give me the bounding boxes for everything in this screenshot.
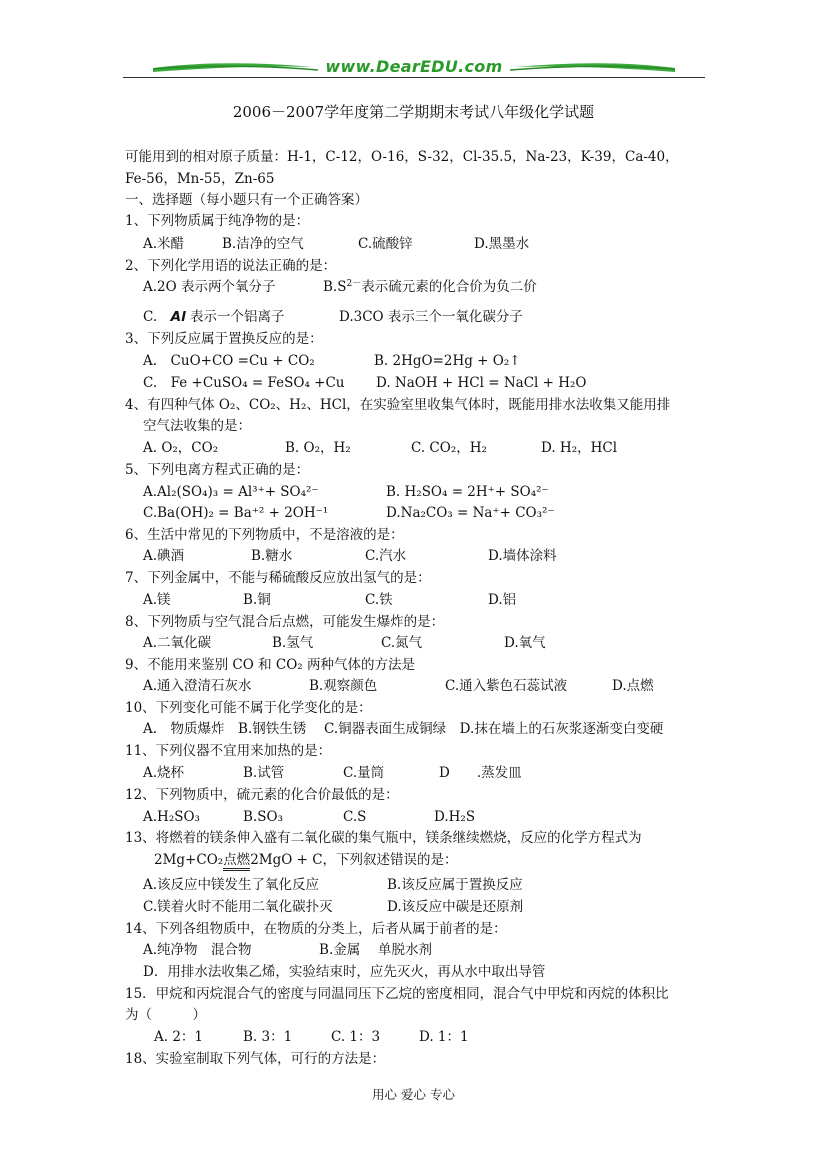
q5-option-c: C.Ba(OH)₂ = Ba⁺² + 2OH⁻¹	[143, 505, 329, 521]
q6-option-a: A.碘酒	[143, 548, 185, 564]
q15-option-c: C. 1：3	[331, 1029, 381, 1045]
q3-option-b: B. 2HgO=2Hg + O₂↑	[374, 353, 521, 369]
site-logo-text: www.DearEDU.com	[325, 57, 503, 76]
question-11: 11、下列仪器不宜用来加热的是：	[125, 743, 332, 759]
q11-option-b: B.试管	[243, 765, 285, 781]
q9-option-d: D.点燃	[612, 678, 654, 694]
question-15: 15．甲烷和丙烷混合气的密度与同温同压下乙烷的密度相同，混合气中甲烷和丙烷的体积比	[125, 986, 669, 1002]
q8-option-d: D.氧气	[504, 635, 546, 651]
q3-option-a: A. CuO+CO =Cu + CO₂	[143, 353, 315, 369]
q2-option-b: $B.S^{2-}$表示硫元素的化合价为负二价	[323, 279, 537, 295]
intro-line-1: 可能用到的相对原子质量：H-1，C-12，O-16，S-32，Cl-35.5，Na-23，K-39，Ca-40，	[125, 149, 679, 165]
q4-option-a: A. O₂，CO₂	[143, 440, 219, 456]
page-footer: 用心 爱心 专心	[372, 1087, 455, 1102]
q10-options: A. 物质爆炸 B.钢铁生锈 C.铜器表面生成铜绿 D.抹在墙上的石灰浆逐渐变白变硬	[143, 721, 664, 737]
q12-option-c: C.S	[343, 809, 367, 825]
question-13-equation: 2Mg+CO₂点燃2MgO + C，下列叙述错误的是：	[154, 851, 458, 869]
q12-option-a: A.H₂SO₃	[143, 809, 200, 825]
q15-option-b: B. 3：1	[243, 1029, 293, 1045]
question-4-cont: 空气法收集的是：	[143, 418, 251, 434]
question-10: 10、下列变化可能不属于化学变化的是：	[125, 700, 372, 716]
q2-option-c: C. Al 表示一个铝离子	[143, 309, 285, 325]
q9-option-c: C.通入紫色石蕊试液	[445, 678, 568, 694]
question-4: 4、有四种气体 O₂、CO₂、H₂、HCl，在实验室里收集气体时，既能用排水法收集又能用排	[125, 397, 671, 413]
q8-option-a: A.二氧化碳	[143, 635, 212, 651]
q9-option-b: B.观察颜色	[309, 678, 378, 694]
intro-line-2: Fe-56，Mn-55，Zn-65	[125, 171, 275, 187]
q7-option-b: B.铜	[243, 592, 271, 608]
section-heading: 一、选择题（每小题只有一个正确答案）	[125, 192, 368, 208]
question-18: 18、实验室制取下列气体，可行的方法是：	[125, 1051, 386, 1067]
q8-option-c: C.氮气	[381, 635, 423, 651]
q13-option-c: C.镁着火时不能用二氧化碳扑灭	[143, 899, 333, 915]
question-7: 7、下列金属中，不能与稀硫酸反应放出氢气的是：	[125, 570, 431, 586]
q14-option-d: D．用排水法收集乙烯，实验结束时，应先灭火，再从水中取出导管	[143, 964, 546, 980]
question-14: 14、下列各组物质中，在物质的分类上，后者从属于前者的是：	[125, 921, 507, 937]
q4-option-d: D. H₂，HCl	[541, 440, 618, 456]
site-header	[123, 55, 705, 85]
q6-option-b: B.糖水	[251, 548, 293, 564]
q11-option-a: A.烧杯	[143, 765, 185, 781]
q14-options-ab: A.纯净物 混合物 B.金属 单脱水剂	[143, 942, 433, 958]
q7-option-d: D.铝	[488, 592, 517, 608]
q6-option-d: D.墙体涂料	[488, 548, 557, 564]
q7-option-a: A.镁	[143, 592, 171, 608]
question-9: 9、不能用来鉴别 CO 和 CO₂ 两种气体的方法是	[125, 657, 415, 673]
q6-option-c: C.汽水	[365, 548, 407, 564]
q9-option-a: A.通入澄清石灰水	[143, 678, 252, 694]
q15-option-a: A. 2：1	[154, 1029, 204, 1045]
q15-option-d: D. 1：1	[419, 1029, 469, 1045]
page-title: 2006－2007学年度第二学期期末考试八年级化学试题	[232, 103, 595, 121]
question-1: 1、下列物质属于纯净物的是：	[125, 213, 310, 229]
q4-option-b: B. O₂，H₂	[285, 440, 351, 456]
q2-option-a: A.2O 表示两个氧分子	[143, 279, 276, 295]
q4-option-c: C. CO₂，H₂	[411, 440, 487, 456]
q5-option-d: D.Na₂CO₃ = Na⁺+ CO₃²⁻	[386, 505, 555, 521]
question-12: 12、下列物质中，硫元素的化合价最低的是：	[125, 787, 399, 803]
q13-option-a: A.该反应中镁发生了氧化反应	[143, 877, 320, 893]
q11-option-d: D .蒸发皿	[439, 765, 522, 781]
q12-option-d: D.H₂S	[434, 809, 476, 825]
q5-option-a: A.Al₂(SO₄)₃ = Al³⁺+ SO₄²⁻	[143, 484, 319, 500]
question-13: 13、将燃着的镁条伸入盛有二氧化碳的集气瓶中，镁条继续燃烧，反应的化学方程式为	[125, 830, 642, 846]
question-5: 5、下列电离方程式正确的是：	[125, 462, 310, 478]
q13-option-b: B.该反应属于置换反应	[387, 877, 523, 893]
question-6: 6、生活中常见的下列物质中，不是溶液的是：	[125, 527, 404, 543]
q2-option-d: D.3CO 表示三个一氧化碳分子	[339, 309, 523, 325]
q3-option-d: D. NaOH + HCl = NaCl + H₂O	[376, 375, 587, 391]
q11-option-c: C.量筒	[343, 765, 385, 781]
header-rule	[123, 77, 705, 78]
question-3: 3、下列反应属于置换反应的是：	[125, 331, 323, 347]
q1-option-b: B.洁净的空气	[222, 236, 304, 252]
q8-option-b: B.氢气	[272, 635, 314, 651]
q5-option-b: B. H₂SO₄ = 2H⁺+ SO₄²⁻	[386, 484, 549, 500]
question-15-cont: 为（ ）	[125, 1007, 206, 1023]
question-2: 2、下列化学用语的说法正确的是：	[125, 258, 337, 274]
question-8: 8、下列物质与空气混合后点燃，可能发生爆炸的是：	[125, 614, 445, 630]
q13-option-d: D.该反应中碳是还原剂	[387, 899, 524, 915]
q1-option-d: D.黑墨水	[474, 236, 530, 252]
q1-option-c: C.硫酸锌	[358, 236, 413, 252]
q12-option-b: B.SO₃	[243, 809, 283, 825]
q3-option-c: C. Fe +CuSO₄ = FeSO₄ +Cu	[143, 375, 345, 391]
q7-option-c: C.铁	[365, 592, 393, 608]
q1-option-a: A.米醋	[143, 236, 185, 252]
